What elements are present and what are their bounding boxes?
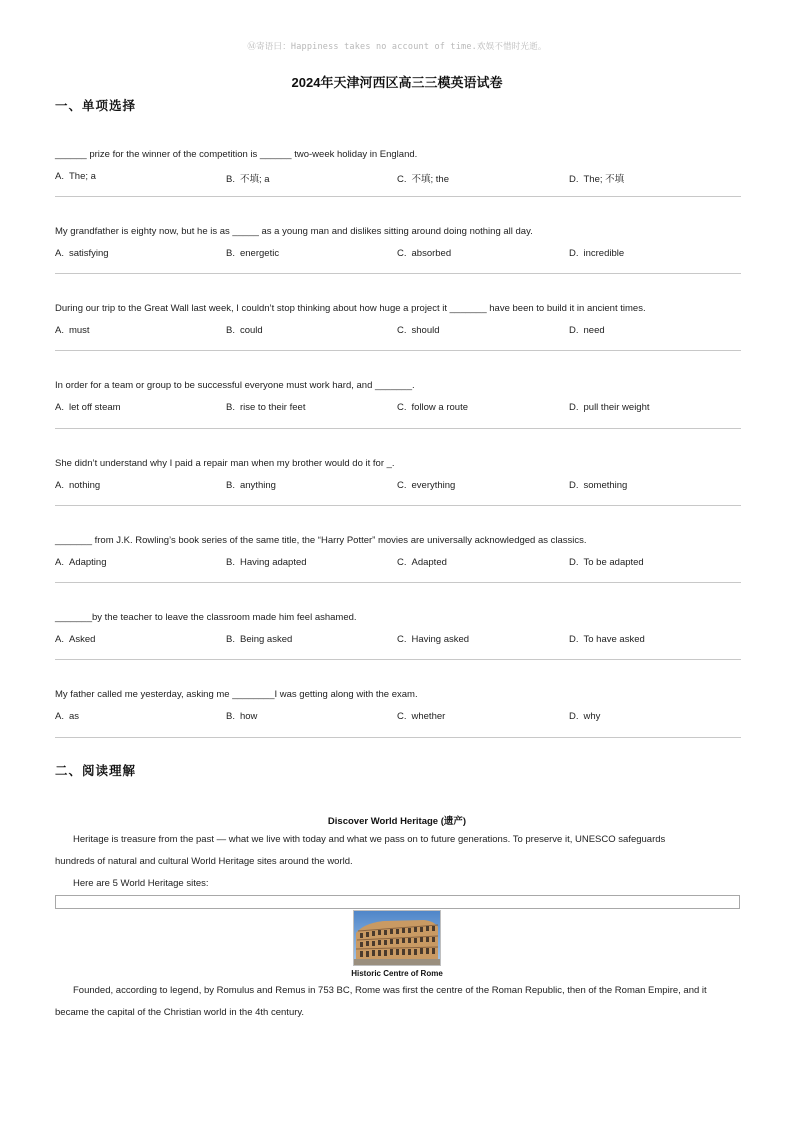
colosseum-image bbox=[353, 910, 441, 966]
option-a[interactable]: A. nothing bbox=[55, 480, 101, 491]
option-d[interactable]: D. something bbox=[569, 480, 628, 491]
passage-title: Discover World Heritage (遗产) bbox=[327, 816, 467, 827]
option-a[interactable]: A. Asked bbox=[55, 634, 96, 645]
question-6 bbox=[55, 535, 741, 605]
option-c[interactable]: C. Adapted bbox=[397, 557, 447, 568]
passage-paragraph-1: Heritage is treasure from the past — what we live with today and what we pass on to future generations. To preserve it, UNESCO safeguards hundreds of natural and cultural World Heritage sites around the world. bbox=[55, 834, 666, 867]
question-options bbox=[55, 171, 741, 185]
option-d[interactable]: D. To be adapted bbox=[569, 557, 644, 568]
question-stem: My father called me yesterday, asking me ________I was getting along with the exam. bbox=[55, 689, 418, 700]
option-b[interactable]: B. how bbox=[226, 711, 258, 722]
section-heading-reading: 二、阅读理解 bbox=[55, 763, 137, 778]
option-b[interactable]: B. 不填; a bbox=[226, 174, 270, 185]
question-5 bbox=[55, 458, 741, 528]
question-divider bbox=[55, 582, 741, 583]
question-options bbox=[55, 711, 741, 725]
question-stem: In order for a team or group to be successful everyone must work hard, and _______. bbox=[55, 380, 415, 391]
question-2 bbox=[55, 226, 741, 296]
question-7 bbox=[55, 612, 741, 682]
watermark: Ⓜ寄语曰：Happiness takes no account of time.欢娱不惜时光逝。 bbox=[247, 42, 547, 52]
option-b[interactable]: B. anything bbox=[226, 480, 276, 491]
option-d[interactable]: D. The; 不填 bbox=[569, 174, 625, 185]
passage-paragraph-3: Founded, according to legend, by Romulus and Remus in 753 BC, Rome was first the centre of the Roman Republic, then of the Roman Empire, and it became the capital of the Christian world in the 4th century. bbox=[55, 985, 707, 1018]
section-heading-single-choice: 一、单项选择 bbox=[55, 98, 137, 113]
option-d[interactable]: D. pull their weight bbox=[569, 402, 650, 413]
image-caption: Historic Centre of Rome bbox=[351, 969, 443, 978]
question-divider bbox=[55, 737, 741, 738]
document-title: 2024年天津河西区高三三模英语试卷 bbox=[291, 75, 503, 90]
option-a[interactable]: A. let off steam bbox=[55, 402, 121, 413]
question-divider bbox=[55, 428, 741, 429]
question-options bbox=[55, 634, 741, 648]
question-1 bbox=[55, 149, 741, 219]
option-d[interactable]: D. why bbox=[569, 711, 601, 722]
passage-paragraph-2: Here are 5 World Heritage sites: bbox=[73, 878, 209, 889]
question-8 bbox=[55, 689, 741, 759]
question-divider bbox=[55, 659, 741, 660]
table-frame bbox=[55, 895, 740, 909]
option-c[interactable]: C. everything bbox=[397, 480, 456, 491]
option-a[interactable]: A. The; a bbox=[55, 171, 96, 182]
question-4 bbox=[55, 380, 741, 450]
question-3 bbox=[55, 303, 741, 373]
option-a[interactable]: A. as bbox=[55, 711, 80, 722]
option-b[interactable]: B. rise to their feet bbox=[226, 402, 306, 413]
option-c[interactable]: C. should bbox=[397, 325, 440, 336]
option-a[interactable]: A. Adapting bbox=[55, 557, 107, 568]
question-divider bbox=[55, 273, 741, 274]
question-options bbox=[55, 480, 741, 494]
question-stem: During our trip to the Great Wall last week, I couldn’t stop thinking about how huge a project it _______ have been to build it in ancient times. bbox=[55, 303, 646, 314]
option-a[interactable]: A. satisfying bbox=[55, 248, 109, 259]
question-divider bbox=[55, 505, 741, 506]
question-stem: My grandfather is eighty now, but he is as _____ as a young man and dislikes sitting around doing nothing all day. bbox=[55, 226, 533, 237]
option-d[interactable]: D. To have asked bbox=[569, 634, 645, 645]
option-d[interactable]: D. need bbox=[569, 325, 605, 336]
question-options bbox=[55, 325, 741, 339]
option-c[interactable]: C. 不填; the bbox=[397, 174, 449, 185]
option-b[interactable]: B. energetic bbox=[226, 248, 280, 259]
question-divider bbox=[55, 350, 741, 351]
question-divider bbox=[55, 196, 741, 197]
question-stem: _______ from J.K. Rowling’s book series of the same title, the “Harry Potter” movies are universally acknowledged as classics. bbox=[55, 535, 587, 546]
question-stem: ______ prize for the winner of the competition is ______ two-week holiday in England. bbox=[55, 149, 418, 160]
question-options bbox=[55, 557, 741, 571]
option-b[interactable]: B. could bbox=[226, 325, 263, 336]
option-b[interactable]: B. Having adapted bbox=[226, 557, 307, 568]
option-c[interactable]: C. follow a route bbox=[397, 402, 469, 413]
question-options bbox=[55, 402, 741, 416]
question-stem: She didn’t understand why I paid a repair man when my brother would do it for _. bbox=[55, 458, 395, 469]
option-c[interactable]: C. whether bbox=[397, 711, 446, 722]
option-c[interactable]: C. Having asked bbox=[397, 634, 470, 645]
option-b[interactable]: B. Being asked bbox=[226, 634, 293, 645]
question-options bbox=[55, 248, 741, 262]
question-stem: _______by the teacher to leave the classroom made him feel ashamed. bbox=[55, 612, 357, 623]
option-d[interactable]: D. incredible bbox=[569, 248, 625, 259]
option-a[interactable]: A. must bbox=[55, 325, 90, 336]
option-c[interactable]: C. absorbed bbox=[397, 248, 452, 259]
